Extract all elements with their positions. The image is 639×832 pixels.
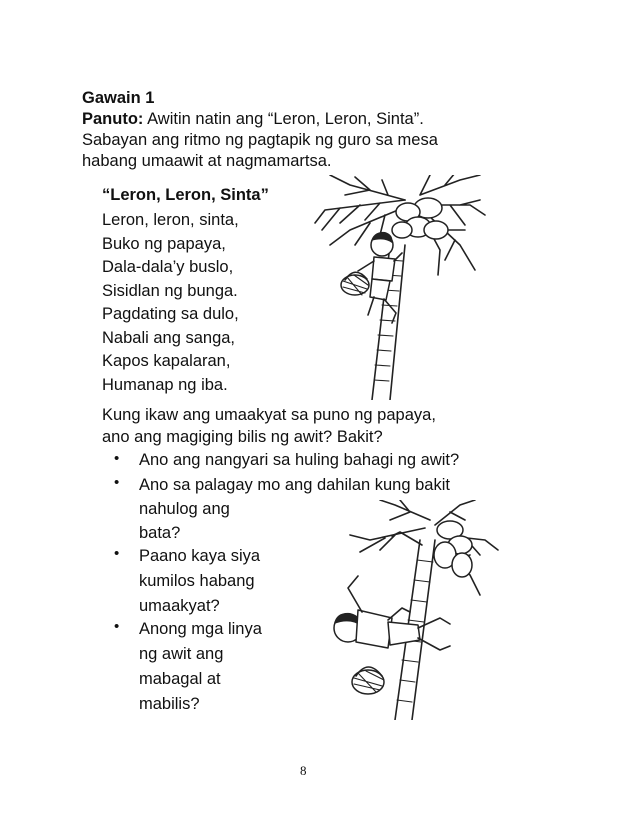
instruction-label: Panuto: (82, 110, 144, 128)
question-intro-line-2: ano ang magiging bilis ng awit? Bakit? (102, 428, 383, 446)
question-bullet-1 (139, 449, 459, 471)
bullet-text: mabilis? (139, 695, 200, 713)
lyric-line: Buko ng papaya, (102, 234, 226, 253)
bullet-text: Anong mga linya (139, 620, 262, 638)
boy-falling-from-papaya-tree-icon (300, 500, 500, 720)
song-lyrics (102, 209, 239, 397)
instruction-text: Awitin natin ang “Leron, Leron, Sinta”. (143, 110, 424, 128)
lyric-line: Kapos kapalaran, (102, 352, 231, 370)
bullet-icon: • (114, 474, 120, 491)
lyric-line: Leron, leron, sinta, (102, 211, 239, 229)
question-bullet-4 (139, 617, 262, 717)
bullet-icon: • (114, 545, 120, 562)
bullet-text: Ano ang nangyari sa huling bahagi ng awit? (139, 451, 460, 469)
bullet-text: Paano kaya siya (139, 547, 261, 565)
instruction-line-1 (82, 108, 424, 130)
lyric-line: Humanap ng iba. (102, 375, 228, 394)
page-number: 8 (300, 763, 307, 778)
boy-climbing-papaya-tree-icon (310, 175, 490, 400)
activity-title: Gawain 1 (82, 89, 155, 107)
bullet-icon: • (114, 618, 120, 635)
question-intro-line-1: Kung ikaw ang umaakyat sa puno ng papaya, (102, 406, 436, 424)
bullet-text: bata? (139, 524, 181, 542)
instruction-line-3: habang umaawit at nagmamartsa. (82, 152, 332, 170)
bullet-text: Ano sa palagay mo ang dahilan kung bakit (139, 476, 450, 494)
lyric-line: Sisidlan ng bunga. (102, 281, 238, 300)
song-title: “Leron, Leron, Sinta” (102, 186, 269, 204)
lyric-line: Pagdating sa dulo, (102, 305, 239, 323)
question-bullet-3 (139, 544, 260, 619)
bullet-icon: • (114, 450, 120, 467)
instruction-line-2: Sabayan ang ritmo ng pagtapik ng guro sa mesa (82, 131, 438, 149)
bullet-text: kumilos habang (139, 572, 255, 590)
bullet-text: umaakyat? (139, 597, 220, 615)
bullet-text: ng awit ang (139, 645, 224, 663)
lyric-line: Nabali ang sanga, (102, 328, 236, 347)
bullet-text: nahulog ang (139, 500, 230, 518)
bullet-text: mabagal at (139, 670, 221, 688)
lyric-line: Dala-dala’y buslo, (102, 258, 234, 276)
